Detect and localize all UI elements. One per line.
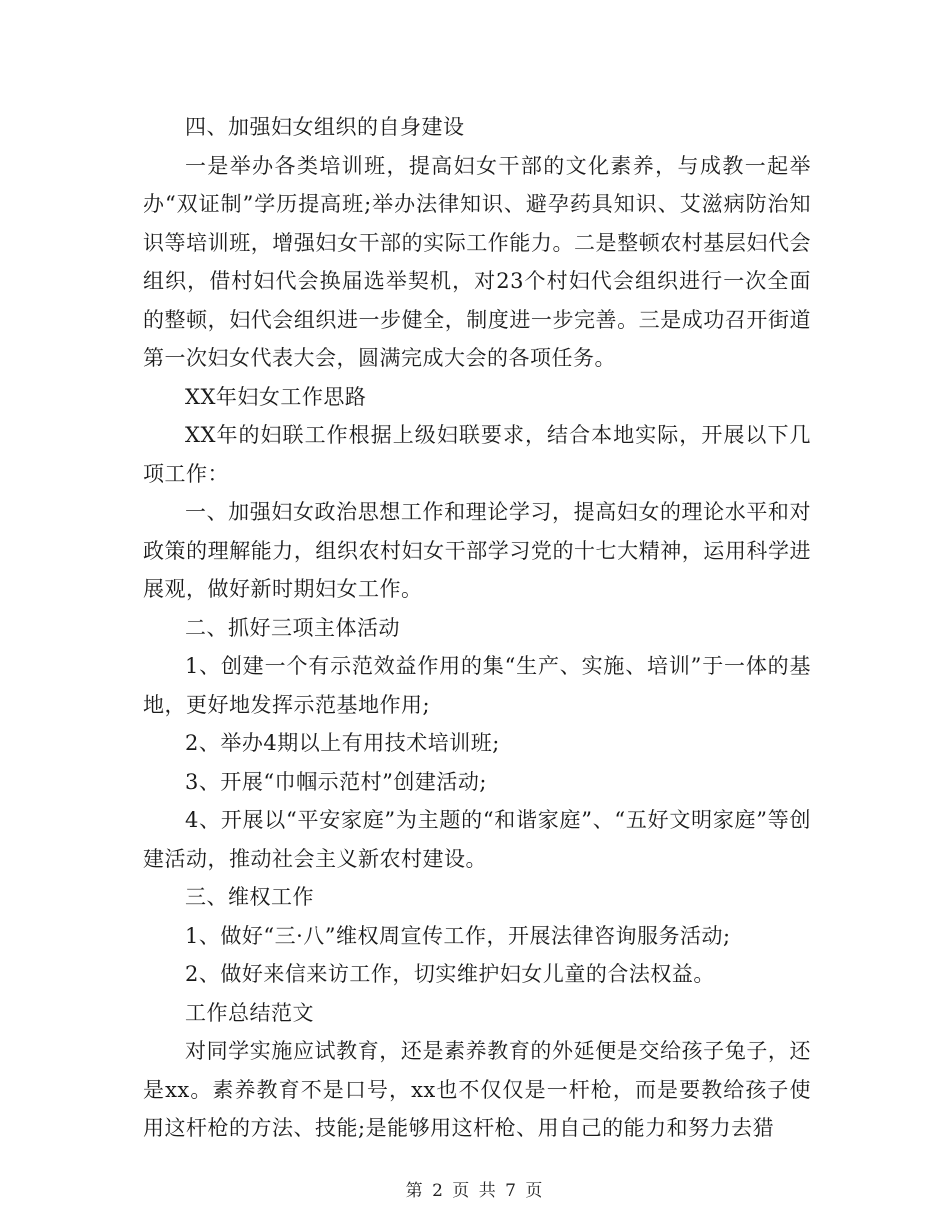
list-item: 2、做好来信来访工作，切实维护妇女儿童的合法权益。 [185, 962, 715, 986]
section-heading-plan: XX年妇女工作思路 [185, 384, 367, 409]
section-heading-4: 四、加强妇女组织的自身建设 [185, 115, 465, 139]
page-number-footer: 第 2 页 共 7 页 [405, 1181, 545, 1201]
body-paragraph: 一是举办各类培训班，提高妇女干部的文化素养，与成教一起举办“双证制”学历提高班;举办法律知识、避孕药具知识、艾滋病防治知识等培训班，增强妇女干部的实际工作能力。二是整顿农村基层妇代会组织，借村妇代会换届选举契机，对23个村妇代会组织进行一次全面的整顿，妇代会组织进一步健全，制度进一步完善。三是成功召开街道第一次妇女代表大会，圆满完成大会的各项任务。 [143, 153, 811, 370]
body-paragraph: 一、加强妇女政治思想工作和理论学习，提高妇女的理论水平和对政策的理解能力，组织农村妇女干部学习党的十七大精神，运用科学进展观，做好新时期妇女工作。 [143, 500, 811, 601]
section-heading-2: 二、抓好三项主体活动 [185, 615, 400, 640]
list-item: 4、开展以“平安家庭”为主题的“和谐家庭”、“五好文明家庭”等创建活动，推动社会主义新农村建设。 [143, 808, 811, 871]
list-item: 2、举办4期以上有用技术培训班; [185, 731, 500, 755]
section-heading-3: 三、维权工作 [185, 885, 314, 909]
list-item: 3、开展“巾帼示范村”创建活动; [185, 769, 487, 794]
list-item: 1、做好“三·八”维权周宣传工作，开展法律咨询服务活动; [185, 923, 731, 948]
list-item: 1、创建一个有示范效益作用的集“生产、实施、培训”于一体的基地，更好地发挥示范基地作用; [143, 654, 811, 717]
body-paragraph: 对同学实施应试教育，还是素养教育的外延便是交给孩子兔子，还是xx。素养教育不是口号，xx也不仅仅是一杆枪，而是要教给孩子使用这杆枪的方法、技能;是能够用这杆枪、用自己的能力和努力去猎 [143, 1039, 811, 1140]
section-heading-summary: 工作总结范文 [185, 1000, 314, 1025]
body-paragraph: XX年的妇联工作根据上级妇联要求，结合本地实际，开展以下几项工作： [143, 423, 811, 486]
document-body [143, 108, 811, 1148]
